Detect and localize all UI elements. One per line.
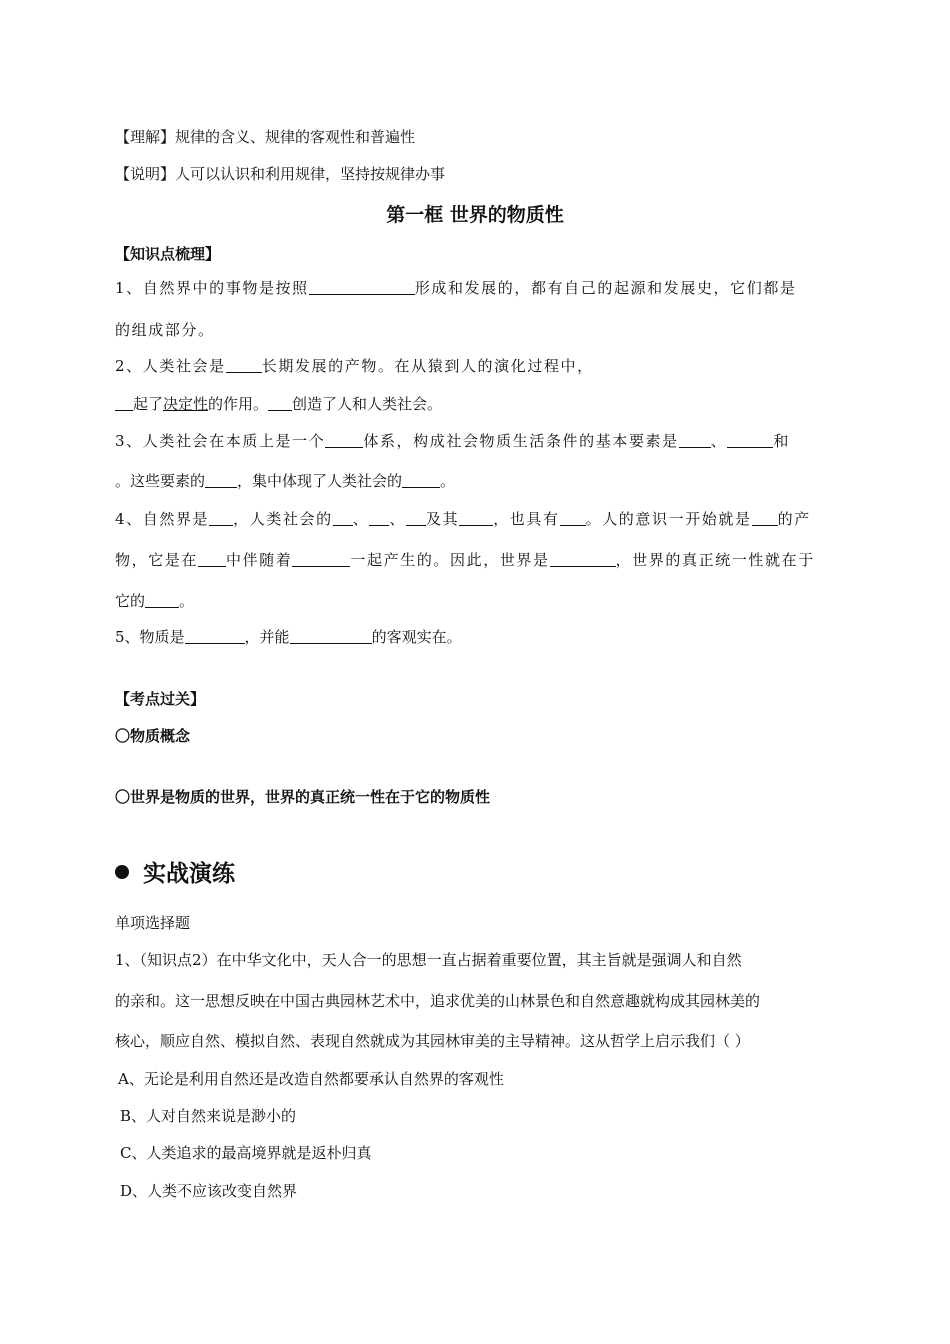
- blank: [402, 472, 440, 488]
- question-1-line-2: 的亲和。这一思想反映在中国古典园林艺术中，追求优美的山林景色和自然意趣就构成其园林美的: [115, 992, 761, 1010]
- question-1-line-1: 1、（知识点2）在中华文化中，天人合一的思想一直占据着重要位置，其主旨就是强调人和自然: [115, 951, 742, 969]
- understand-line: 【理解】规律的含义、规律的客观性和普遍性: [115, 128, 416, 146]
- exam-item-2: 〇世界是物质的世界，世界的真正统一性在于它的物质性: [115, 788, 491, 806]
- point-1-line-1: 1、自然界中的事物是按照 形成和发展的，都有自己的起源和发展史，它们都是: [115, 279, 797, 297]
- blank: [727, 432, 773, 448]
- blank: [752, 510, 778, 526]
- option-a: A、无论是利用自然还是改造自然都要承认自然界的客观性: [118, 1070, 504, 1088]
- point-1-line-2: 的组成部分。: [115, 321, 215, 339]
- blank: [679, 432, 711, 448]
- option-b: B、人对自然来说是渺小的: [120, 1107, 297, 1125]
- blank: [185, 628, 245, 644]
- point-5-line: 5、物质是 ，并能 的客观实在。: [115, 628, 462, 646]
- blank: [369, 510, 389, 526]
- option-d: D、人类不应该改变自然界: [120, 1182, 298, 1200]
- question-1-line-3: 核心，顺应自然、模拟自然、表现自然就成为其园林审美的主导精神。这从哲学上启示我们（ ）: [115, 1032, 750, 1050]
- explain-line: 【说明】人可以认识和利用规律，坚持按规律办事: [115, 165, 446, 183]
- blank: [406, 510, 426, 526]
- blank: [145, 592, 179, 608]
- blank: [198, 551, 226, 567]
- blank: [550, 551, 616, 567]
- bullet-dot-icon: [115, 865, 129, 879]
- blank: [325, 432, 363, 448]
- blank: [459, 510, 493, 526]
- blank: [560, 510, 586, 526]
- blank: [333, 510, 353, 526]
- blank: [115, 395, 133, 411]
- point-2-line-2: 起了决定性的作用。 创造了人和人类社会。: [115, 394, 442, 414]
- blank: [268, 395, 292, 411]
- blank: [290, 628, 372, 644]
- point-3-line-1: 3、人类社会在本质上是一个 体系，构成社会物质生活条件的基本要素是 、 和: [115, 432, 790, 450]
- section-title: 第一框 世界的物质性: [386, 204, 564, 226]
- practice-heading: 实战演练: [115, 855, 235, 888]
- exam-heading: 【考点过关】: [115, 690, 206, 708]
- option-c: C、人类追求的最高境界就是返朴归真: [120, 1144, 372, 1162]
- point-4-line-2: 物，它是在 中伴随着 一起产生的。因此，世界是 ，世界的真正统一性就在于: [115, 551, 815, 569]
- point-2-line-1: 2、人类社会是 长期发展的产物。在从猿到人的演化过程中，: [115, 357, 594, 375]
- blank: [226, 357, 262, 373]
- knowledge-heading: 【知识点梳理】: [115, 245, 221, 263]
- exam-item-1: 〇物质概念: [115, 727, 191, 745]
- blank: [309, 279, 415, 295]
- blank: [205, 472, 237, 488]
- blank: [209, 510, 233, 526]
- point-4-line-1: 4、自然界是 ，人类社会的 、 、 及其 ，也具有 。人的意识一开始就是 的产: [115, 510, 811, 528]
- point-4-line-3: 它的 。: [115, 592, 195, 610]
- blank: [292, 551, 350, 567]
- question-type: 单项选择题: [115, 914, 191, 932]
- underlined-term: 决定性: [163, 395, 209, 413]
- point-3-line-2: 。这些要素的 ，集中体现了人类社会的 。: [115, 472, 456, 490]
